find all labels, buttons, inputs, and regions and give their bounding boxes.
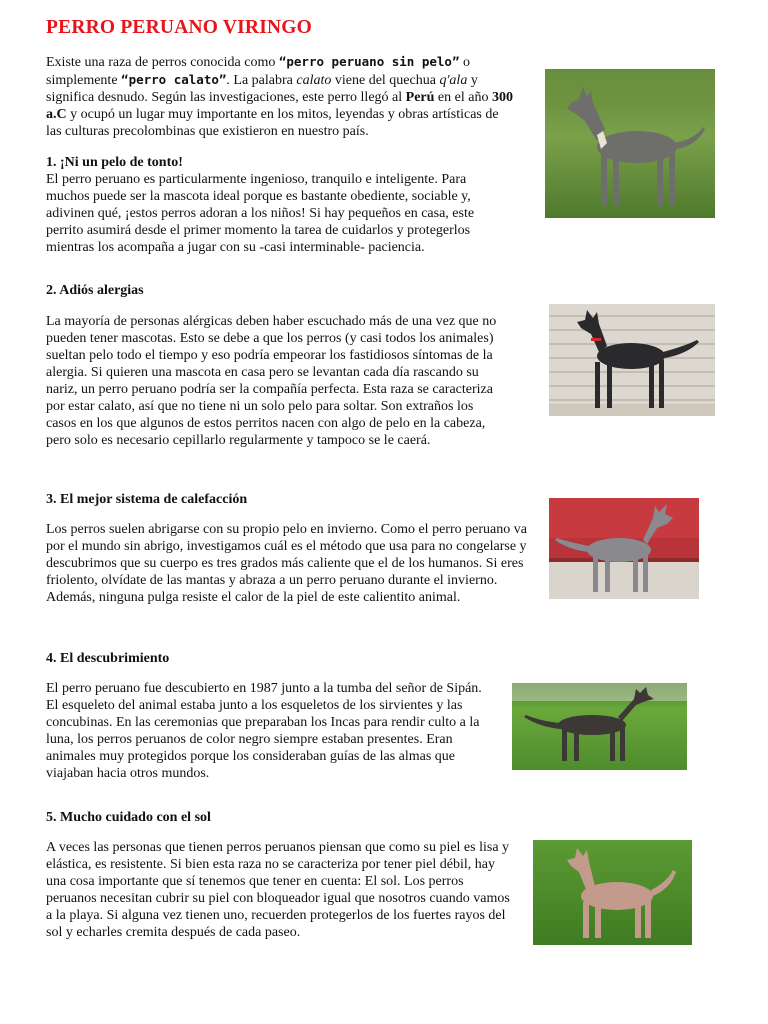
intro-text-2: o simplemente	[46, 55, 470, 88]
intro-quote-1: “perro peruano sin pelo”	[278, 54, 460, 69]
intro-paragraph	[46, 53, 516, 140]
section-1-heading: 1. ¡Ni un pelo de tonto!	[46, 155, 183, 170]
intro-quote-2: “perro calato”	[121, 72, 227, 87]
section-2-heading: 2. Adiós alergias	[46, 283, 144, 298]
intro-text-3: . La palabra	[226, 73, 297, 88]
dog-photo-wooden-wall	[549, 304, 715, 416]
section-5-body: A veces las personas que tienen perros peruanos piensan que como su piel es lisa y elástica, es resistente. Si bien esta raza no se caracteriza por tener piel débil, hay una cosa importante que sí tenemos que tener en cuenta: El sol. Los perros peruanos necesitan cubrir su piel con bloqueador igual que nosotros cuando vamos a la playa. Si alguna vez tienen uno, recuerden protegerlos de los fuertes rayos del sol y echarles cremita después de cada paseo.	[46, 840, 510, 940]
section-4-body: El perro peruano fue descubierto en 1987 junto a la tumba del señor de Sipán. El esqueleto del animal estaba junto a los esqueletos de los sirvientes y las concubinas. En las ceremonias que preparaban los Incas para rendir culto a la luna, los perros peruanos de color negro siempre estaban presentes. Eran animales muy protegidos porque los consideraban guías de las almas que viajaban hacia otros mundos.	[46, 681, 482, 781]
intro-bold-peru: Perú	[405, 90, 435, 105]
intro-text-6: en el año	[434, 90, 492, 105]
intro-word-qala: q'ala	[439, 73, 468, 88]
section-2-body: La mayoría de personas alérgicas deben haber escuchado más de una vez que no pueden tener mascotas. Esto se debe a que los perros (y casi todos los animales) sueltan pelo todo el tiempo y eso podría empeorar los fastidiosos síntomas de la alergia. Si quieren una mascota en casa pero se levantan cada día rascando su nariz, un perro peruano podría ser la compañía perfecta. Esta raza se caracteriza por estar calato, así que no tiene ni un solo pelo para soltar. Son extraños los casos en los que algunos de estos perritos nacen con algo de pelo en la cabeza, pero solo es necesario cepillarlo regularmente y tampoco se le caerá.	[46, 314, 497, 448]
section-5-heading: 5. Mucho cuidado con el sol	[46, 810, 211, 825]
intro-text-1: Existe una raza de perros conocida como	[46, 55, 279, 70]
dog-photo-grass-3	[533, 840, 692, 945]
dog-photo-grass-1	[545, 69, 715, 218]
intro-text-7: y ocupó un lugar muy importante en los mitos, leyendas y obras artísticas de las culturas precolombinas que existieron en nuestro país.	[46, 107, 499, 139]
section-4-heading: 4. El descubrimiento	[46, 651, 170, 666]
dog-photo-red-wall	[549, 498, 699, 599]
intro-word-calato: calato	[296, 73, 332, 88]
section-3-heading: 3. El mejor sistema de calefacción	[46, 492, 248, 507]
dog-photo-grass-2	[512, 683, 687, 770]
intro-bold-year: 300 a.C	[46, 90, 513, 122]
page-title: PERRO PERUANO VIRINGO	[46, 17, 313, 38]
section-1-body: El perro peruano es particularmente ingenioso, tranquilo e inteligente. Para muchos puede ser la mascota ideal porque es bastante obediente, sociable y, adivinen qué, ¡estos perros adoran a los niños! Si hay pequeños en casa, este perrito asumirá desde el primer momento la tarea de cuidarlos y protegerlos mientras los acompaña a jugar con su -casi interminable- paciencia.	[46, 172, 475, 255]
intro-text-5: y significa desnudo. Según las investigaciones, este perro llegó al	[46, 73, 478, 105]
section-3-body: Los perros suelen abrigarse con su propio pelo en invierno. Como el perro peruano va por el mundo sin abrigo, investigamos cuál es el método que usa para no congelarse y descubrimos que su cuerpo es tres grados más caliente que el de los humanos. Si eres friolento, olvídate de las mantas y abraza a un perro peruano durante el invierno. Además, ninguna pulga resiste el calor de la piel de este calientito animal.	[46, 522, 527, 605]
intro-text-4: viene del quechua	[331, 73, 440, 88]
